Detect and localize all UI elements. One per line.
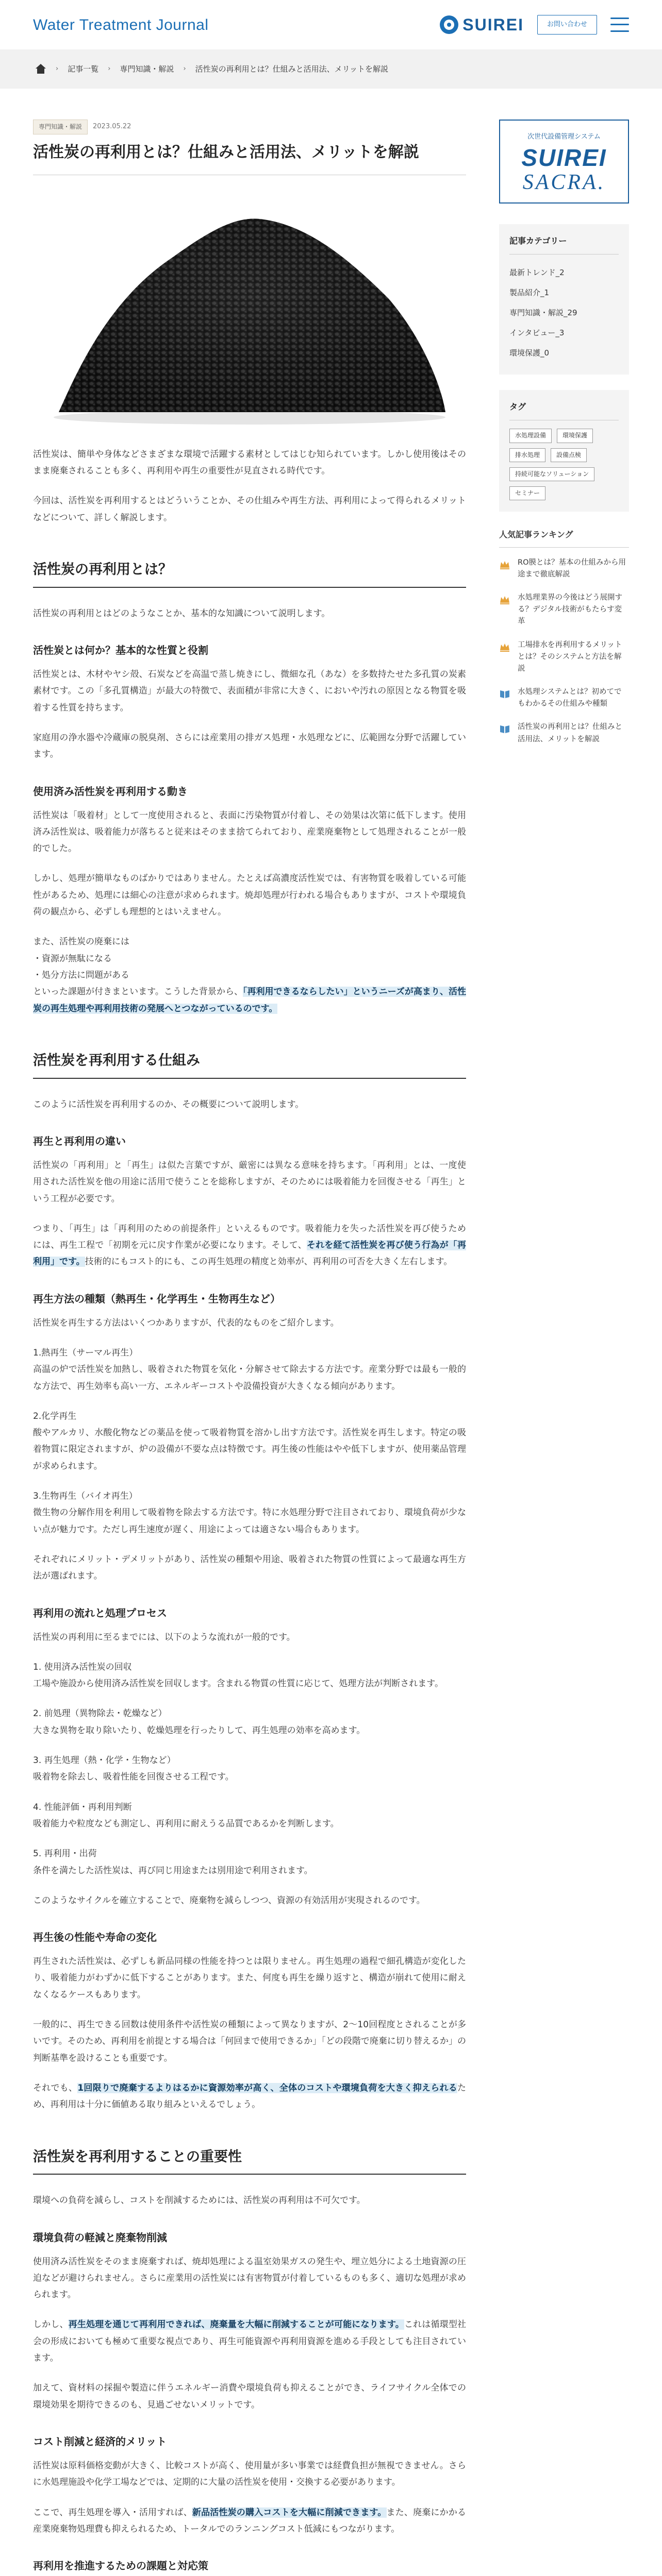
method-item: [33, 1345, 466, 1395]
menu-icon[interactable]: [610, 18, 629, 32]
paragraph: 活性炭とは、木材やヤシ殻、石炭などを高温で蒸し焼きにし、微細な孔（あな）を多数持たせた多孔質の炭素素材です。この「多孔質構造」が最大の特徴で、表面積が非常に大きく、においや汚れの原因となる物質を吸着する性質を持ちます。: [33, 669, 466, 713]
category-link[interactable]: 専門知識・解説_29: [509, 308, 577, 318]
activated-carbon-image: [38, 196, 461, 428]
paragraph: [33, 1221, 466, 1270]
text: ここで、再生処理を導入・活用すれば、: [33, 2507, 192, 2518]
step-desc: 吸着能力や粒度なども測定し、再利用に耐えうる品質であるかを判断します。: [33, 1818, 339, 1829]
intro-paragraph: 今回は、活性炭を再利用するとはどういうことか、その仕組みや再生方法、再利用によって得られるメリットなどについて、詳しく解説します。: [33, 496, 466, 523]
highlight-text: 「再利用できるならしたい」というニーズが高まり、活性炭の再生処理や再利用技術の発展へとつながっているのです。: [33, 987, 466, 1014]
chevron-right-icon: ›: [108, 64, 111, 73]
paragraph: 活性炭の再利用とはどのようなことか、基本的な知識について説明します。: [33, 608, 330, 619]
paragraph: 再生された活性炭は、必ずしも新品同様の性能を持つとは限りません。再生処理の過程で細孔構造が変化したり、吸着能力がわずかに低下することがあります。また、何度も再生を繰り返すと、構造が崩れて使用に耐えなくなるケースもあります。: [33, 1956, 466, 2000]
ranking-item[interactable]: [499, 639, 629, 675]
text: 技術的にもコスト的にも、この再生処理の精度と効率が、再利用の可否を大きく左右します。: [85, 1257, 453, 1267]
step-title: 1. 使用済み活性炭の回収: [33, 1662, 132, 1672]
highlight-text: 再生処理を通じて再利用できれば、廃棄量を大幅に削減することが可能になります。: [68, 2319, 404, 2330]
banner-subtitle: 次世代設備管理システム: [527, 133, 601, 141]
tag-chip[interactable]: 持続可能なソリューション: [509, 467, 594, 481]
step-title: 4. 性能評価・再利用判断: [33, 1802, 132, 1812]
tag-heading: タグ: [509, 399, 619, 420]
home-icon[interactable]: [35, 64, 46, 74]
ranking-title: 活性炭の再利用とは？仕組みと活用法、メリットを解説: [518, 723, 622, 743]
category-link[interactable]: 製品紹介_1: [509, 288, 550, 298]
brand-logo[interactable]: [440, 9, 524, 41]
category-link[interactable]: 環境保護_0: [509, 348, 550, 358]
step-desc: 条件を満たした活性炭は、再び同じ用途または別用途で利用されます。: [33, 1865, 313, 1876]
ranking-title: RO膜とは？基本の仕組みから用途まで徹底解説: [518, 558, 626, 579]
text: つまり、「再生」は「再利用のための前提条件」といえるものです。吸着能力を失った活性炭を再び使うためには、再生工程で「初期を元に戻す作業が必要になります。そして、: [33, 1223, 466, 1251]
step-item: [33, 1799, 466, 1833]
method-desc: 微生物の分解作用を利用して吸着物を除去する方法です。特に水処理分野で注目されており、環境負荷が少ない点が魅力です。ただし再生速度が遅く、用途によっては適さない場合もあります。: [33, 1507, 466, 1535]
tag-chip[interactable]: 水処理設備: [509, 429, 552, 443]
paragraph: 一般的に、再生できる回数は使用条件や活性炭の種類によって異なりますが、2〜10回程度とされることが多いです。そのため、再利用を前提とする場合は「何回まで使用できるか」「どの段階で廃棄に切り替えるか」の判断基準を設けることも重要です。: [33, 2020, 466, 2063]
text: それでも、: [33, 2082, 78, 2093]
ranking-item[interactable]: [499, 721, 629, 745]
subsection-heading: 活性炭とは何か？基本的な性質と役割: [33, 644, 208, 657]
book-icon: [499, 723, 510, 735]
subsection-heading: 再生方法の種類（熱再生・化学再生・生物再生など）: [33, 1292, 280, 1305]
step-desc: 吸着物を除去し、吸着性能を回復させる工程です。: [33, 1772, 234, 1783]
subsection-heading: 再生後の性能や寿命の変化: [33, 1931, 157, 1944]
section-heading: 活性炭を再利用する仕組み: [33, 1051, 466, 1079]
method-desc: 酸やアルカリ、水酸化物などの薬品を使って吸着物質を溶かし出す方法です。活性炭を再生します。特定の吸着物質に限定されますが、炉の設備が不要な点は特徴です。再生後の性能はやや低下しますが、使用薬品管理が求められます。: [33, 1428, 466, 1471]
book-icon: [499, 688, 510, 700]
ranking-list: [499, 557, 629, 745]
breadcrumb: [0, 49, 662, 89]
sidebar: [499, 89, 629, 2576]
paragraph: 加えて、資材料の採掘や製造に伴うエネルギー消費や環境負荷も抑えることができ、ライフサイクル全体での環境効果を期待できるのも、見過ごせないメリットです。: [33, 2383, 466, 2410]
highlight-text: 1回限りで廃棄するよりはるかに資源効率が高く、全体のコストや環境負荷を大きく抑えられる: [77, 2082, 457, 2093]
step-desc: 工場や施設から使用済み活性炭を回収します。含まれる物質の性質に応じて、処理方法が判断されます。: [33, 1679, 443, 1689]
tag-box: [499, 390, 629, 512]
step-title: 3. 再生処理（熱・化学・生物など）: [33, 1755, 176, 1766]
method-desc: 高温の炉で活性炭を加熱し、吸着された物質を気化・分解させて除去する方法です。産業分野では最も一般的な方法で、再生効率も高い一方、エネルギーコストや設備投資が大きくなる傾向があります。: [33, 1364, 466, 1392]
category-link[interactable]: 最新トレンド_2: [509, 268, 565, 278]
section-heading: 活性炭を再利用することの重要性: [33, 2147, 466, 2175]
text: といった課題が付きまといます。こうした背景から、: [33, 987, 243, 997]
category-badge[interactable]: 専門知識・解説: [33, 120, 88, 134]
site-title[interactable]: Water Treatment Journal: [33, 16, 209, 33]
subsection-heading: 再生と再利用の違い: [33, 1134, 126, 1147]
method-item: [33, 1408, 466, 1475]
text: また、活性炭の廃棄には: [33, 937, 129, 947]
subsection-heading: 使用済み活性炭を再利用する動き: [33, 785, 188, 798]
tag-chip[interactable]: セミナー: [509, 486, 545, 500]
category-link[interactable]: インタビュー_3: [509, 328, 565, 338]
method-title: 2.化学再生: [33, 1411, 77, 1421]
chevron-right-icon: ›: [56, 64, 59, 73]
paragraph: 使用済み活性炭をそのまま廃棄すれば、焼却処理による温室効果ガスの発生や、埋立処分による土地資源の圧迫などが避けられません。さらに産業用の活性炭には有害物質が付着しているものも多く、適切な処理が求められます。: [33, 2256, 466, 2300]
breadcrumb-current: 活性炭の再利用とは？仕組みと活用法、メリットを解説: [195, 64, 389, 74]
contact-button[interactable]: お問い合わせ: [537, 15, 597, 35]
banner-logo-sub: SACRA.: [522, 170, 606, 194]
step-title: 2. 前処理（異物除去・乾燥など）: [33, 1708, 167, 1719]
crown-icon: [499, 559, 510, 570]
method-item: [33, 1488, 466, 1538]
ranking-item[interactable]: [499, 686, 629, 710]
paragraph: 活性炭の「再利用」と「再生」は似た言葉ですが、厳密には異なる意味を持ちます。「再利用」とは、一度使用された活性炭を他の用途に活用で使うことを総称しますが、そのためには吸着能力を回復させる「再生」という工程が必要です。: [33, 1160, 466, 1204]
paragraph: 環境への負荷を減らし、コストを削減するためには、活性炭の再利用は不可欠です。: [33, 2195, 366, 2206]
text: これは循環型社会の形成においても極めて重要な視点であり、再生可能資源や再利用資源を進める手段としても注目されています。: [33, 2319, 467, 2364]
ranking-heading: 人気記事ランキング: [499, 527, 629, 547]
paragraph: 活性炭の再利用に至るまでには、以下のような流れが一般的です。: [33, 1632, 295, 1642]
text: しかし、: [33, 2319, 69, 2330]
subsection-heading: 環境負荷の軽減と廃棄物削減: [33, 2231, 167, 2244]
step-item: [33, 1752, 466, 1786]
tag-chip[interactable]: 設備点検: [551, 448, 587, 462]
banner-logo: SUIREI: [521, 144, 607, 171]
tag-chip[interactable]: 排水処理: [509, 448, 545, 462]
category-box: [499, 224, 629, 375]
step-title: 5. 再利用・出荷: [33, 1849, 97, 1859]
header-right: [440, 9, 629, 41]
ranking-item[interactable]: [499, 557, 629, 581]
tag-chip[interactable]: 環境保護: [557, 429, 593, 443]
brand-name: SUIREI: [462, 15, 524, 34]
list-item: ・処分方法に問題がある: [33, 970, 129, 980]
ranking-title: 水処理システムとは？初めてでもわかるその仕組みや種類: [518, 688, 622, 708]
step-item: [33, 1659, 466, 1692]
paragraph: このようなサイクルを確立することで、廃棄物を減らしつつ、資源の有効活用が実現されるのです。: [33, 1895, 425, 1906]
step-desc: 大きな異物を取り除いたり、乾燥処理を行ったりして、再生処理の効率を高めます。: [33, 1725, 366, 1736]
paragraph: 活性炭は原料価格変動が大きく、比較コストが高く、使用量が多い事業では経費負担が無視できません。さらに水処理施設や化学工場などでは、定期的に大量の活性炭を使用・交換する必要があります。: [33, 2460, 466, 2488]
paragraph: [33, 2504, 466, 2538]
crown-icon: [499, 594, 510, 605]
article-title: 活性炭の再利用とは？仕組みと活用法、メリットを解説: [33, 142, 466, 175]
step-item: [33, 1705, 466, 1739]
paragraph: [33, 2080, 466, 2113]
ranking-title: 工場排水を再利用するメリットとは？そのシステムと方法を解説: [518, 640, 622, 673]
section-heading: 活性炭の再利用とは？: [33, 560, 466, 588]
text: また、廃棄にかかる産業廃棄物処理費も抑えられるため、トータルでのランニングコスト低減にもつながります。: [33, 2507, 466, 2534]
sacra-banner[interactable]: [499, 120, 629, 204]
paragraph: [33, 2316, 466, 2366]
highlight-text: それを経て活性炭を再び使う行為が「再利用」です。: [33, 1240, 466, 1267]
breadcrumb-item[interactable]: 記事一覧: [68, 64, 99, 74]
article: [33, 89, 466, 2576]
subsection-heading: 再利用の流れと処理プロセス: [33, 1606, 167, 1619]
paragraph: このように活性炭を再利用するのか、その概要について説明します。: [33, 1099, 304, 1110]
paragraph: しかし、処理が簡単なものばかりではありません。たとえば高濃度活性炭では、有害物質を吸着している可能性があるため、処理には細心の注意が求められます。焼却処理が行われる場合もありますが、コストや環境負荷の観点から、必ずしも理想的とはいえません。: [33, 873, 466, 918]
method-title: 3.生物再生（バイオ再生）: [33, 1491, 138, 1502]
paragraph: 活性炭は「吸着材」として一度使用されると、表面に汚染物質が付着し、その効果は次第に低下します。使用済み活性炭は、吸着能力が落ちると従来はそのまま捨てられており、産業廃棄物として処理されることが一般的でした。: [33, 810, 466, 854]
step-item: [33, 1845, 466, 1879]
list-item: ・資源が無駄になる: [33, 953, 112, 964]
site-header: [0, 0, 662, 49]
crown-icon: [499, 641, 510, 653]
method-title: 1.熱再生（サーマル再生）: [33, 1348, 138, 1358]
breadcrumb-item[interactable]: 専門知識・解説: [120, 64, 174, 74]
ranking-title: 水処理業界の今後はどう展開する？デジタル技術がもたらす変革: [518, 593, 622, 626]
subsection-heading: コスト削減と経済的メリット: [33, 2435, 167, 2448]
ranking-item[interactable]: [499, 592, 629, 628]
intro-paragraph: 活性炭は、簡単や身体などさまざまな環境で活躍する素材としてはじむ知られています。しかし使用後はそのまま廃棄されることも多く、再利用や再生の重要性が見直される時代です。: [33, 449, 466, 477]
publish-date: 2023.05.22: [93, 123, 131, 131]
brand-mark-icon: [440, 15, 458, 34]
paragraph: それぞれにメリット・デメリットがあり、活性炭の種類や用途、吸着された物質の性質によって最適な再生方法が選ばれます。: [33, 1554, 466, 1582]
highlight-text: 新品活性炭の購入コストを大幅に削減できます。: [192, 2507, 387, 2518]
paragraph: [33, 934, 466, 1016]
subsection-heading: 再利用を推進するための課題と対応策: [33, 2560, 208, 2572]
chevron-right-icon: ›: [183, 64, 186, 73]
category-heading: 記事カテゴリー: [509, 233, 619, 255]
paragraph: 活性炭を再生する方法はいくつかありますが、代表的なものをご紹介します。: [33, 1317, 339, 1328]
text: ため、再利用は十分に価値ある取り組みといえるでしょう。: [33, 2082, 466, 2110]
paragraph: 家庭用の浄水器や冷蔵庫の脱臭剤、さらには産業用の排ガス処理・水処理などに、広範囲な分野で活躍しています。: [33, 732, 466, 760]
